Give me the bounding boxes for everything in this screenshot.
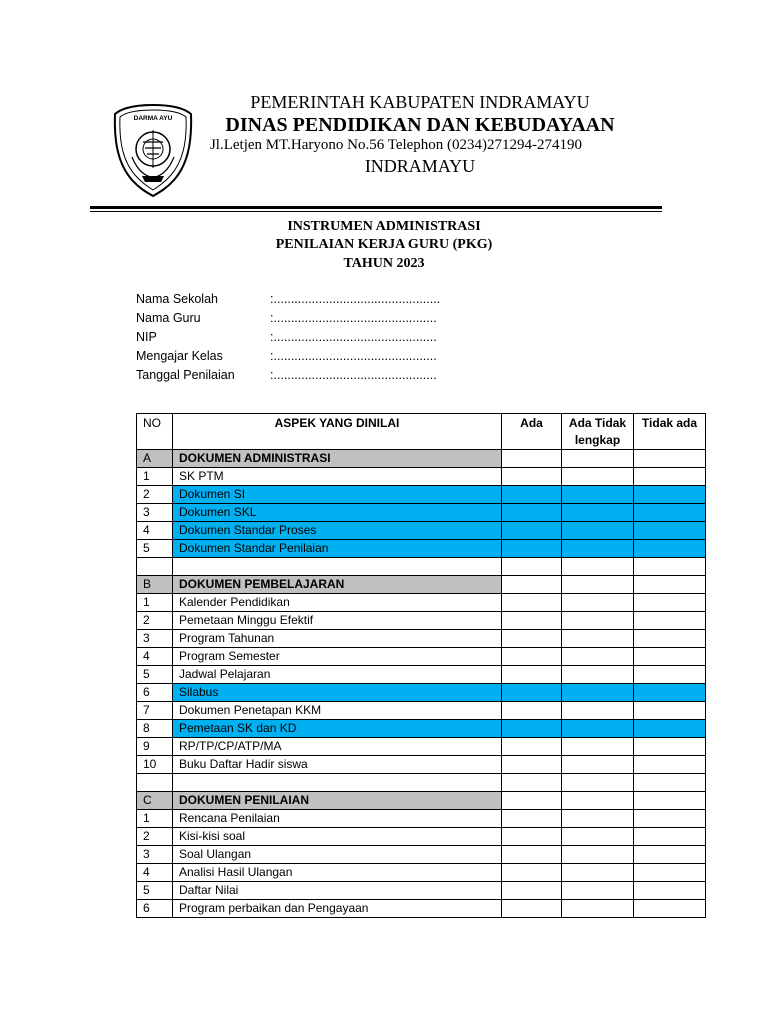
checkbox-cell-ada[interactable] [502,882,562,900]
row-aspect: Dokumen Standar Proses [173,522,502,540]
field-row [136,328,440,347]
checkbox-cell-incomplete[interactable] [562,594,634,612]
row-number [137,774,173,792]
table-row [137,864,706,882]
checkbox-cell-incomplete[interactable] [562,828,634,846]
row-aspect: Dokumen SKL [173,504,502,522]
row-number: 7 [137,702,173,720]
field-label: Tanggal Penilaian [136,368,235,382]
row-aspect: Dokumen Penetapan KKM [173,702,502,720]
checkbox-cell-incomplete[interactable] [562,648,634,666]
checkbox-cell-incomplete[interactable] [562,810,634,828]
checkbox-cell-incomplete[interactable] [562,900,634,918]
field-label: NIP [136,330,157,344]
row-number: 6 [137,684,173,702]
checkbox-cell-none[interactable] [634,702,706,720]
checkbox-cell-none[interactable] [634,468,706,486]
checkbox-cell-none[interactable] [634,900,706,918]
header-department-name: DINAS PENDIDIKAN DAN KEBUDAYAAN [225,114,615,136]
header-incomplete: Ada Tidak lengkap [562,414,634,450]
row-number: 1 [137,594,173,612]
row-number: 5 [137,882,173,900]
checkbox-cell-ada[interactable] [502,756,562,774]
checkbox-cell-incomplete[interactable] [562,720,634,738]
checkbox-cell-ada[interactable] [502,540,562,558]
table-body [137,450,706,918]
checkbox-cell-ada[interactable] [502,720,562,738]
row-number: A [137,450,173,468]
checkbox-cell-none[interactable] [634,612,706,630]
row-aspect: Kisi-kisi soal [173,828,502,846]
row-number: 3 [137,846,173,864]
table-row [137,828,706,846]
row-aspect: DOKUMEN PEMBELAJARAN [173,576,502,594]
row-number: 3 [137,504,173,522]
table-row [137,522,706,540]
row-aspect: Program Semester [173,648,502,666]
document-title-line2: PENILAIAN KERJA GURU (PKG) [275,237,493,252]
row-number: 6 [137,900,173,918]
checkbox-cell-incomplete[interactable] [562,468,634,486]
checkbox-cell-none[interactable] [634,720,706,738]
row-aspect: SK PTM [173,468,502,486]
row-number: 5 [137,666,173,684]
checkbox-cell-incomplete[interactable] [562,792,634,810]
checkbox-cell-none[interactable] [634,630,706,648]
checkbox-cell-none[interactable] [634,558,706,576]
row-number: 8 [137,720,173,738]
checkbox-cell-none[interactable] [634,522,706,540]
row-aspect: Daftar Nilai [173,882,502,900]
table-row [137,702,706,720]
checkbox-cell-incomplete[interactable] [562,846,634,864]
row-number: 4 [137,864,173,882]
row-number: C [137,792,173,810]
field-value[interactable]: :............................................... [270,311,437,325]
row-number: 1 [137,468,173,486]
row-number: B [137,576,173,594]
checkbox-cell-ada[interactable] [502,864,562,882]
header-none: Tidak ada [634,414,706,450]
checkbox-cell-incomplete[interactable] [562,450,634,468]
checkbox-cell-ada[interactable] [502,810,562,828]
checkbox-cell-incomplete[interactable] [562,684,634,702]
checkbox-cell-none[interactable] [634,810,706,828]
field-row [136,347,440,366]
checkbox-cell-ada[interactable] [502,576,562,594]
field-label: Mengajar Kelas [136,349,223,363]
checkbox-cell-none[interactable] [634,648,706,666]
table-row [137,576,706,594]
checkbox-cell-none[interactable] [634,666,706,684]
table-header-row [137,414,706,450]
row-aspect: Program perbaikan dan Pengayaan [173,900,502,918]
checkbox-cell-incomplete[interactable] [562,738,634,756]
checkbox-cell-ada[interactable] [502,486,562,504]
row-aspect: Dokumen Standar Penilaian [173,540,502,558]
row-aspect: RP/TP/CP/ATP/MA [173,738,502,756]
checkbox-cell-none[interactable] [634,576,706,594]
field-value[interactable]: :................................................ [270,292,441,306]
row-number [137,558,173,576]
row-number: 5 [137,540,173,558]
field-value[interactable]: :............................................... [270,330,437,344]
checkbox-cell-incomplete[interactable] [562,630,634,648]
table-row [137,900,706,918]
identity-fields [136,290,440,385]
checkbox-cell-ada[interactable] [502,792,562,810]
table-row [137,486,706,504]
checkbox-cell-none[interactable] [634,684,706,702]
checkbox-cell-incomplete[interactable] [562,522,634,540]
checkbox-cell-ada[interactable] [502,648,562,666]
row-aspect: Pemetaan SK dan KD [173,720,502,738]
checkbox-cell-incomplete[interactable] [562,864,634,882]
table-row [137,468,706,486]
row-number: 2 [137,612,173,630]
table-row [137,720,706,738]
table-row [137,558,706,576]
header-government-name: PEMERINTAH KABUPATEN INDRAMAYU [250,92,590,112]
row-aspect: DOKUMEN ADMINISTRASI [173,450,502,468]
checkbox-cell-ada[interactable] [502,612,562,630]
row-aspect: Pemetaan Minggu Efektif [173,612,502,630]
row-number: 3 [137,630,173,648]
checkbox-cell-ada[interactable] [502,666,562,684]
checkbox-cell-ada[interactable] [502,504,562,522]
table-row [137,666,706,684]
checkbox-cell-none[interactable] [634,504,706,522]
table-row [137,774,706,792]
checkbox-cell-incomplete[interactable] [562,702,634,720]
checkbox-cell-none[interactable] [634,594,706,612]
checkbox-cell-ada[interactable] [502,900,562,918]
checkbox-cell-incomplete[interactable] [562,612,634,630]
row-aspect: Kalender Pendidikan [173,594,502,612]
checkbox-cell-none[interactable] [634,738,706,756]
row-aspect: Analisi Hasil Ulangan [173,864,502,882]
checkbox-cell-incomplete[interactable] [562,882,634,900]
table-row [137,882,706,900]
logo-text: DARMA AYU [133,115,173,122]
checkbox-cell-incomplete[interactable] [562,666,634,684]
table-row [137,630,706,648]
header-aspect: ASPEK YANG DINILAI [173,414,502,450]
checkbox-cell-incomplete[interactable] [562,486,634,504]
checkbox-cell-incomplete[interactable] [562,756,634,774]
checkbox-cell-ada[interactable] [502,684,562,702]
row-aspect: Buku Daftar Hadir siswa [173,756,502,774]
checkbox-cell-ada[interactable] [502,450,562,468]
row-number: 1 [137,810,173,828]
row-aspect: Program Tahunan [173,630,502,648]
row-aspect: Soal Ulangan [173,846,502,864]
checkbox-cell-ada[interactable] [502,846,562,864]
assessment-table [136,413,706,918]
checkbox-cell-ada[interactable] [502,738,562,756]
row-aspect: Silabus [173,684,502,702]
checkbox-cell-none[interactable] [634,756,706,774]
checkbox-cell-none[interactable] [634,864,706,882]
table-row [137,684,706,702]
row-aspect: DOKUMEN PENILAIAN [173,792,502,810]
checkbox-cell-ada[interactable] [502,522,562,540]
checkbox-cell-incomplete[interactable] [562,504,634,522]
document-title-line1: INSTRUMEN ADMINISTRASI [287,219,481,234]
table-row [137,792,706,810]
checkbox-cell-incomplete[interactable] [562,540,634,558]
table-row [137,648,706,666]
field-row [136,309,440,328]
table-row [137,594,706,612]
header-address: Jl.Letjen MT.Haryono No.56 Telephon (0234)271294-274190 [209,137,583,153]
table-row [137,846,706,864]
checkbox-cell-ada[interactable] [502,558,562,576]
header-divider [90,206,662,209]
regency-emblem-logo [112,102,194,198]
checkbox-cell-incomplete[interactable] [562,558,634,576]
checkbox-cell-none[interactable] [634,486,706,504]
row-number: 4 [137,648,173,666]
checkbox-cell-none[interactable] [634,540,706,558]
header-divider-thin [90,211,662,212]
row-number: 10 [137,756,173,774]
table-row [137,504,706,522]
row-aspect: Rencana Penilaian [173,810,502,828]
row-number: 4 [137,522,173,540]
checkbox-cell-ada[interactable] [502,630,562,648]
checkbox-cell-none[interactable] [634,774,706,792]
row-aspect [173,774,502,792]
table-row [137,450,706,468]
header-no: NO [137,414,173,450]
checkbox-cell-ada[interactable] [502,828,562,846]
table-row [137,738,706,756]
header-ada: Ada [502,414,562,450]
checkbox-cell-incomplete[interactable] [562,774,634,792]
checkbox-cell-incomplete[interactable] [562,576,634,594]
document-title-year: TAHUN 2023 [343,256,425,271]
checkbox-cell-none[interactable] [634,882,706,900]
checkbox-cell-none[interactable] [634,792,706,810]
field-label: Nama Sekolah [136,292,218,306]
header-city: INDRAMAYU [364,156,476,176]
checkbox-cell-none[interactable] [634,828,706,846]
row-aspect: Jadwal Pelajaran [173,666,502,684]
checkbox-cell-ada[interactable] [502,774,562,792]
row-number: 2 [137,486,173,504]
checkbox-cell-ada[interactable] [502,594,562,612]
row-number: 2 [137,828,173,846]
row-aspect: Dokumen SI [173,486,502,504]
row-aspect [173,558,502,576]
checkbox-cell-none[interactable] [634,846,706,864]
checkbox-cell-none[interactable] [634,450,706,468]
table-row [137,540,706,558]
table-row [137,612,706,630]
field-value[interactable]: :............................................... [270,349,437,363]
table-row [137,756,706,774]
field-row [136,290,440,309]
checkbox-cell-ada[interactable] [502,468,562,486]
field-row [136,366,440,385]
row-number: 9 [137,738,173,756]
checkbox-cell-ada[interactable] [502,702,562,720]
field-value[interactable]: :............................................... [270,368,437,382]
table-row [137,810,706,828]
field-label: Nama Guru [136,311,201,325]
